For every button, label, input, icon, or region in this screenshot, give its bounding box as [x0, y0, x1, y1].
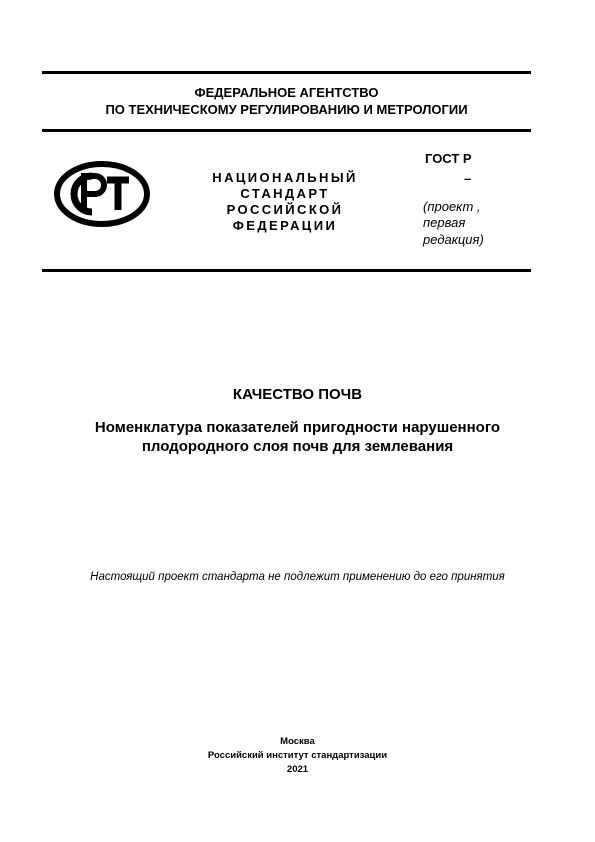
- agency-line-1: ФЕДЕРАЛЬНОЕ АГЕНТСТВО: [194, 85, 379, 100]
- national-standard-line-4: ФЕДЕРАЦИИ: [232, 218, 338, 233]
- draft-line-3: редакция): [423, 232, 484, 247]
- publication-year: 2021: [286, 764, 309, 775]
- draft-line-2: первая: [423, 215, 466, 230]
- header-rule: [42, 129, 531, 132]
- top-rule: [42, 71, 531, 74]
- publisher-name: Российский институт стандартизации: [207, 750, 388, 761]
- national-standard-line-2: СТАНДАРТ: [240, 186, 330, 201]
- draft-notice: Настоящий проект стандарта не подлежит применению до его принятия: [90, 571, 505, 583]
- document-title: КАЧЕСТВО ПОЧВ: [232, 386, 363, 403]
- draft-line-1: (проект ,: [423, 199, 481, 214]
- national-standard-line-1: НАЦИОНАЛЬНЫЙ: [212, 170, 358, 185]
- publication-city: Москва: [280, 736, 315, 747]
- standard-code: ГОСТ Р: [425, 151, 472, 166]
- document-subtitle-line-2: плодородного слоя почв для землевания: [141, 438, 454, 455]
- national-standard-line-3: РОССИЙСКОЙ: [226, 202, 344, 217]
- standard-number: –: [464, 171, 472, 186]
- document-subtitle-line-1: Номенклатура показателей пригодности нарушенного: [94, 419, 501, 436]
- gost-r-logo-icon: [53, 160, 151, 228]
- agency-line-2: ПО ТЕХНИЧЕСКОМУ РЕГУЛИРОВАНИЮ И МЕТРОЛОГИИ: [105, 102, 468, 117]
- bottom-rule: [42, 269, 531, 272]
